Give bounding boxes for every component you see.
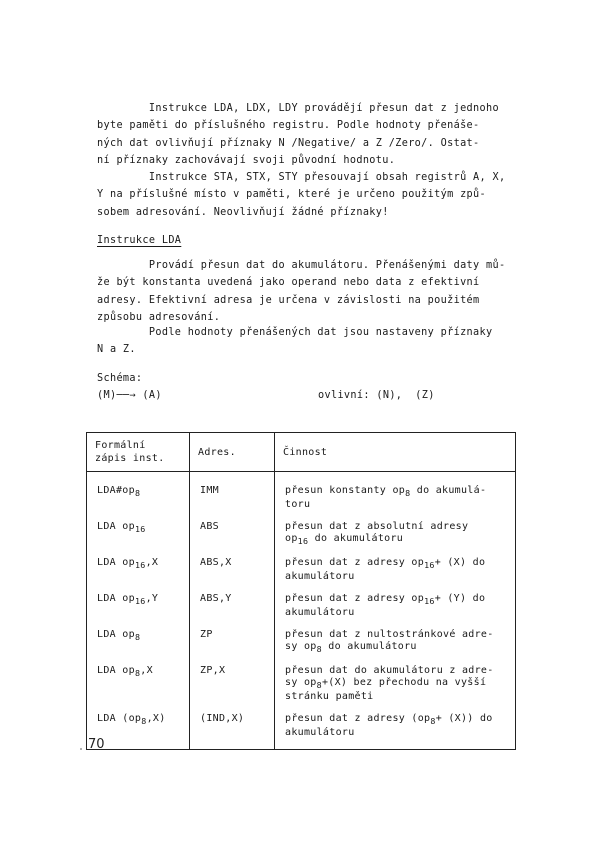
text-line: Podle hodnoty přenášených dat jsou nastaveny příznaky <box>97 327 493 338</box>
table-header-row <box>87 433 516 472</box>
instruction-notation: LDA $op_{16},X$ <box>87 552 190 588</box>
intro-paragraph-1 <box>97 100 509 169</box>
column-header-addressing: Adres. <box>190 433 275 472</box>
table-row <box>87 588 516 624</box>
table-row <box>87 472 516 517</box>
table-row <box>87 708 516 750</box>
instruction-notation: LDA $op_{16},Y$ <box>87 588 190 624</box>
text-line: Provádí přesun dat do akumulátoru. Přenášenými daty mů- <box>97 260 506 271</box>
column-header-action: Činnost <box>275 433 516 472</box>
text-line: adresy. Efektivní adresa je určena v závislosti na použitém <box>97 294 480 306</box>
table-row <box>87 516 516 552</box>
text-line: ných dat ovlivňují příznaky N /Negative/ a Z /Zero/. Ostat- <box>97 137 480 149</box>
column-header-notation <box>87 433 190 472</box>
instruction-action: přesun dat do akumulátoru z adre- sy $op_8+(X)$ bez přechodu na vyšší stránku paměti <box>275 660 516 708</box>
instruction-notation: LDA $(op_8,X)$ <box>87 708 190 750</box>
section-heading: Instrukce LDA <box>97 235 182 246</box>
text-line: Y na příslušné místo v paměti, které je určeno použitým způ- <box>97 189 487 201</box>
addressing-mode: ABS,Y <box>190 588 275 624</box>
instruction-notation: LDA $op_8$ <box>87 624 190 660</box>
instruction-notation: $LDA\#op_8$ <box>87 472 190 517</box>
text-line: že být konstanta uvedená jako operand nebo data z efektivní <box>97 277 480 289</box>
instruction-action: přesun dat z adresy $op_{16}+ (Y)$ do akumulátoru <box>275 588 516 624</box>
header-line: Formální <box>95 440 146 451</box>
instruction-action: přesun dat z nultostránkové adre- sy $op_8$ do akumulátoru <box>275 624 516 660</box>
text-line: způsobu adresování. <box>97 311 221 323</box>
section-paragraph-1 <box>97 257 509 326</box>
intro-paragraph-2 <box>97 169 509 221</box>
schema-label: Schéma: <box>97 373 143 384</box>
text-line: N a Z. <box>97 344 136 356</box>
lda-instruction-table <box>86 432 516 750</box>
schema-affects: ovlivní: (N), (Z) <box>318 390 435 401</box>
table-row <box>87 624 516 660</box>
addressing-mode: ABS,X <box>190 552 275 588</box>
instruction-action: přesun konstanty $op_8$ do akumulá- toru <box>275 472 516 517</box>
section-paragraph-2 <box>97 324 509 359</box>
instruction-action: přesun dat z adresy $(op_8+ (X))$ do akumulátoru <box>275 708 516 750</box>
header-line: zápis inst. <box>95 453 165 464</box>
text-line: Instrukce LDA, LDX, LDY provádějí přesun dat z jednoho <box>97 103 499 114</box>
instruction-notation: LDA $op_{16}$ <box>87 516 190 552</box>
text-line: ní příznaky zachovávají svoji původní hodnotu. <box>97 154 396 166</box>
text-line: Instrukce STA, STX, STY přesouvají obsah registrů A, X, <box>97 172 506 183</box>
table-row <box>87 552 516 588</box>
table-row <box>87 660 516 708</box>
text-line: sobem adresování. Neovlivňují žádné příznaky! <box>97 206 389 218</box>
schema-formula: (M)──→ (A) <box>97 390 162 401</box>
instruction-action: přesun dat z adresy $op_{16}+ (X)$ do akumulátoru <box>275 552 516 588</box>
addressing-mode: ZP <box>190 624 275 660</box>
instruction-action: přesun dat z absolutní adresy $op_{16}$ do akumulátoru <box>275 516 516 552</box>
instruction-notation: LDA $op_8,X$ <box>87 660 190 708</box>
scan-speck <box>80 748 82 750</box>
page-number: 70 <box>88 737 105 752</box>
addressing-mode: ZP,X <box>190 660 275 708</box>
text-line: byte paměti do příslušného registru. Podle hodnoty přenáše- <box>97 120 480 132</box>
addressing-mode: (IND,X) <box>190 708 275 750</box>
addressing-mode: ABS <box>190 516 275 552</box>
addressing-mode: IMM <box>190 472 275 517</box>
